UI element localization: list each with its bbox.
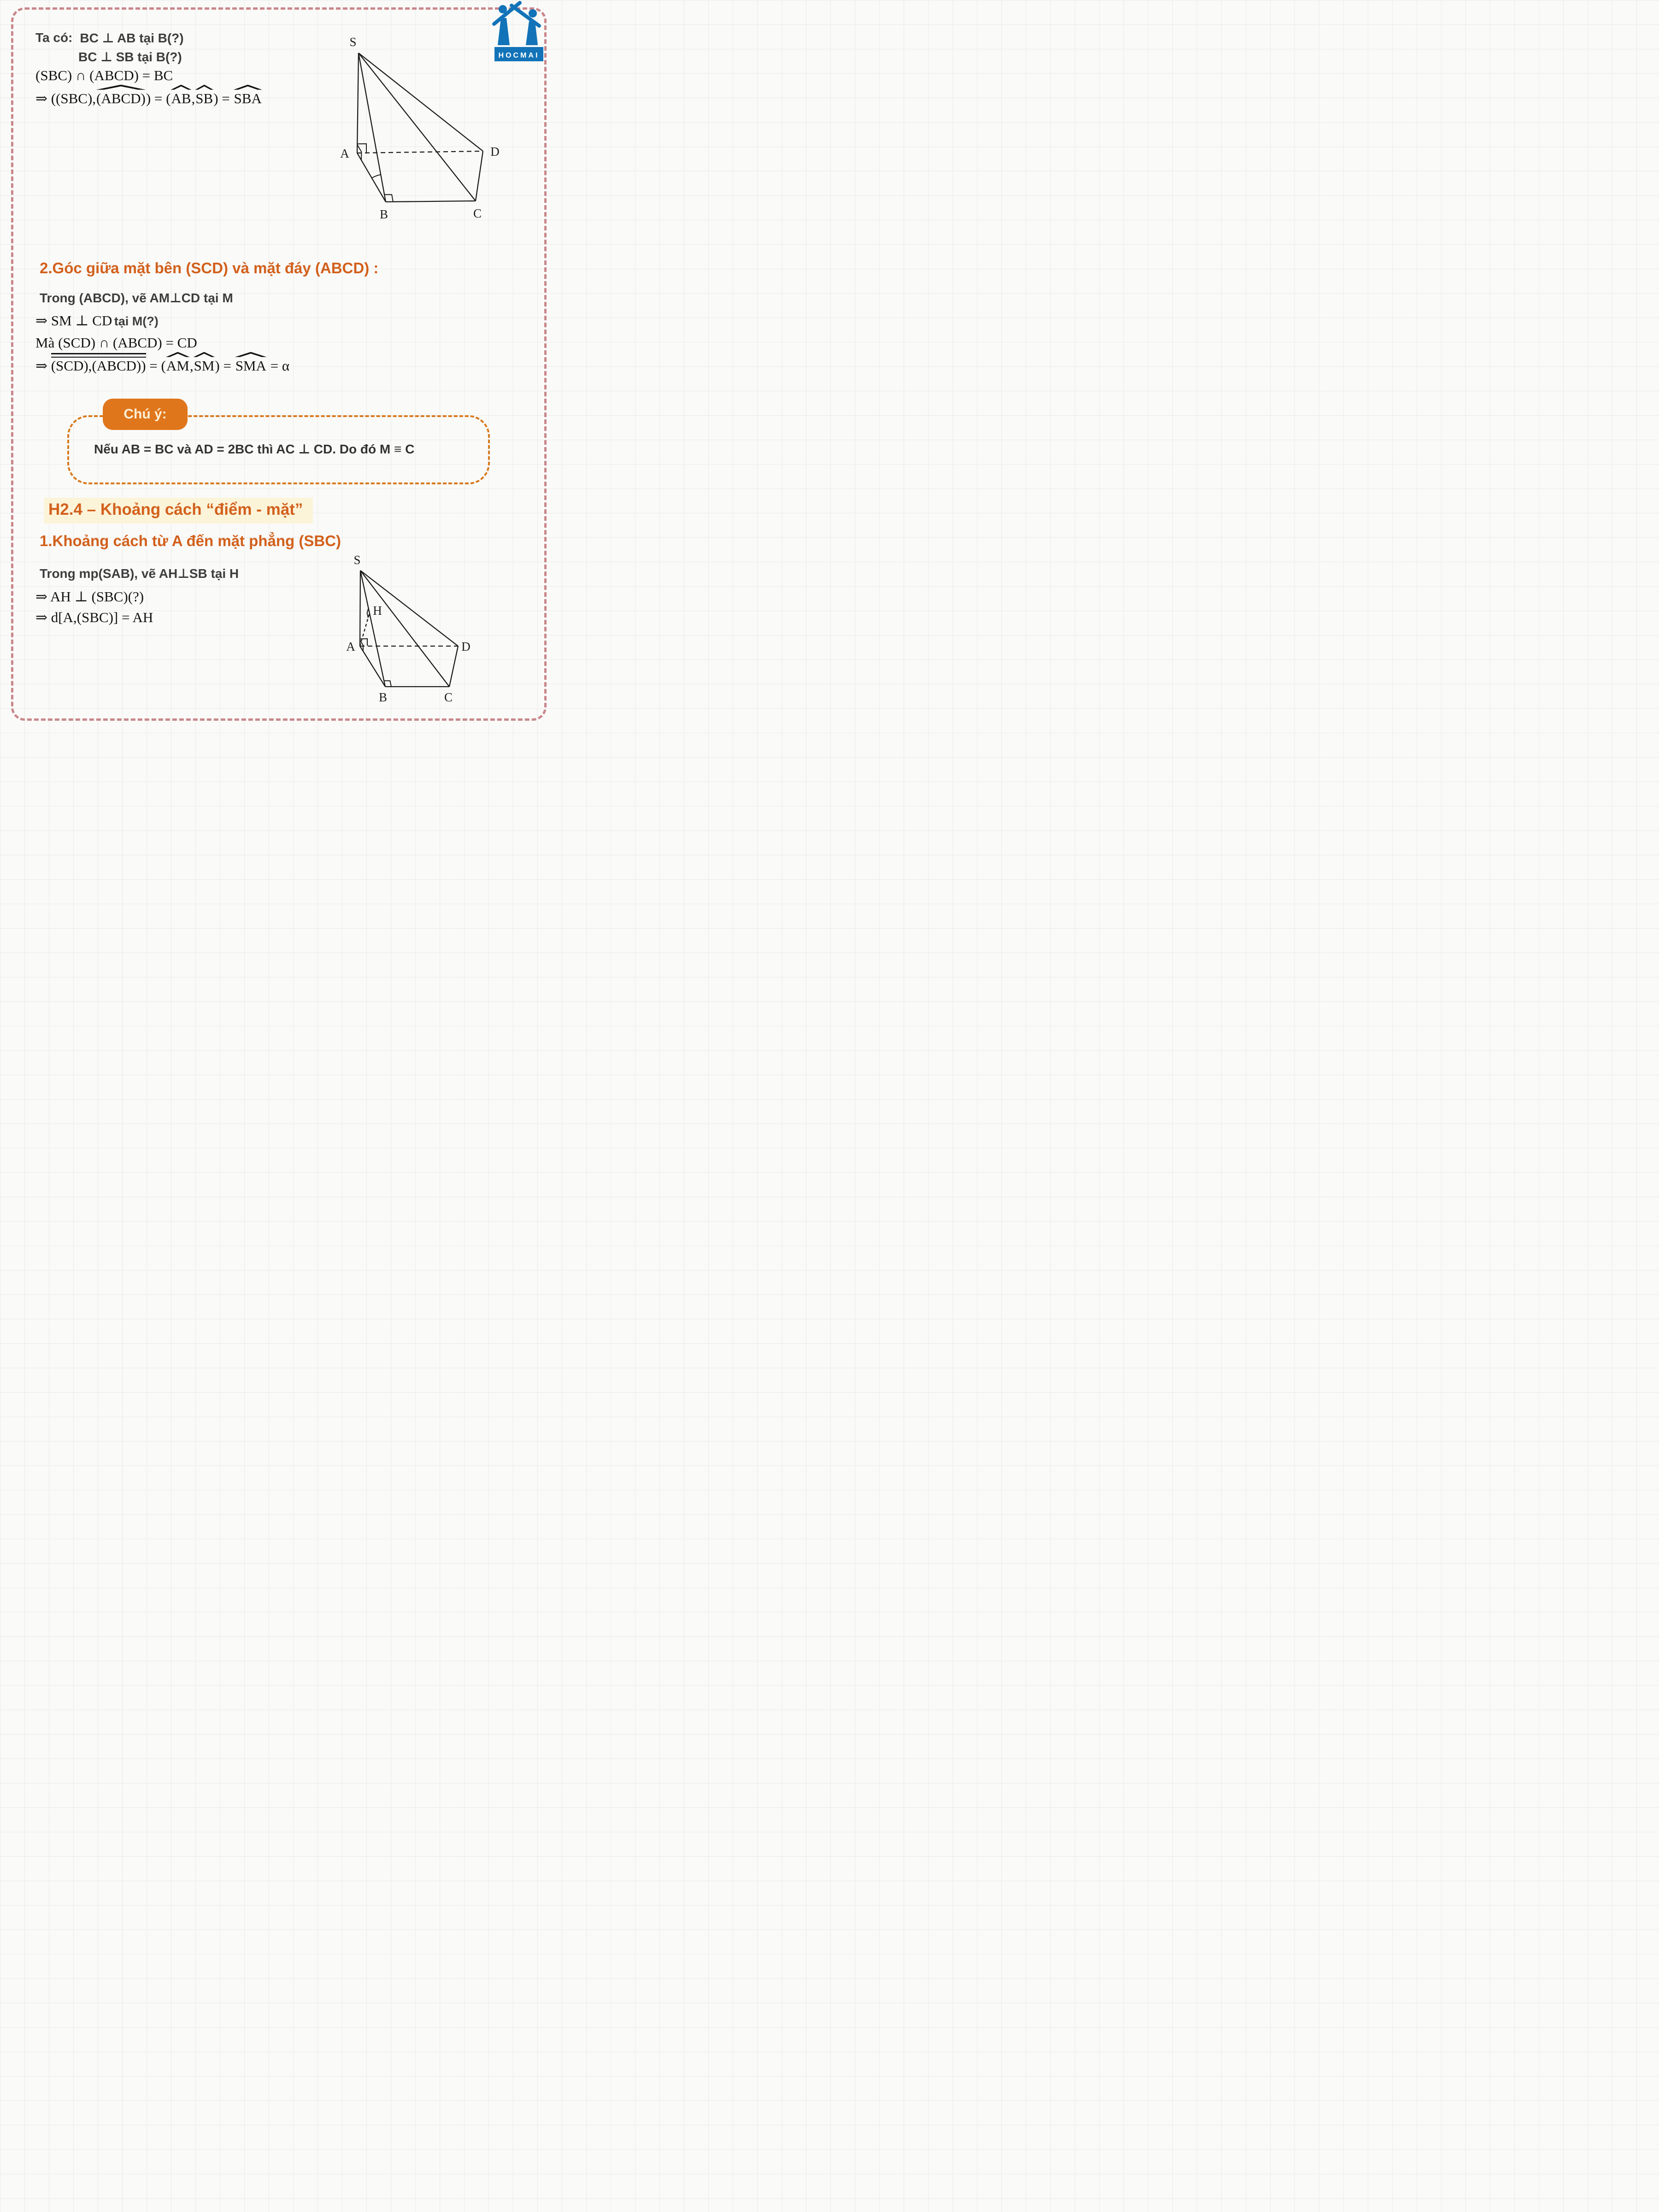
vertex-label-b: B (378, 690, 388, 704)
hat-sma: SMA (235, 358, 266, 374)
page-dashed-border (11, 7, 547, 721)
line4-end: ) = (215, 358, 235, 374)
hat-sm: SM (194, 358, 215, 374)
note-badge (103, 399, 188, 430)
section-2-line-3: Mà (SCD) ∩ (ABCD) = CD (35, 335, 197, 351)
section-h24-heading: H2.4 – Khoảng cách “điểm - mặt” (44, 498, 313, 524)
intersection-formula: (SBC) ∩ (ABCD) = BC (35, 67, 173, 83)
relation-bc-sb: BC ⊥ SB tại B(?) (78, 50, 182, 64)
vertex-label-s: S (353, 553, 361, 567)
overline-planes: (SCD),(ABCD)) (51, 358, 146, 374)
vertex-label-a: A (340, 147, 349, 160)
hat-ab: AB (171, 90, 191, 106)
hat-am: AM (166, 358, 189, 374)
logo-figures-icon (494, 3, 539, 45)
h24-line-1: Trong mp(SAB), vẽ AH⊥SB tại H (40, 566, 239, 581)
h24-line-3: ⇒ d[A,(SBC)] = AH (35, 609, 153, 625)
relation-bc-ab: BC ⊥ AB tại B(?) (80, 31, 184, 45)
section-2-line-2-sans: tại M(?) (114, 314, 159, 328)
lead-label: Ta có: (35, 30, 73, 45)
vertex-label-c: C (444, 690, 453, 704)
vertex-label-d: D (461, 640, 471, 653)
line4-alpha: = α (266, 358, 290, 374)
logo-text: HOCMAI (498, 52, 540, 59)
vertex-label-d: D (490, 145, 500, 159)
h24-line-2: ⇒ AH ⊥ (SBC)(?) (35, 588, 144, 605)
angle-formula-mid: ) = ( (146, 90, 171, 106)
note-badge-label: Chú ý: (124, 406, 167, 422)
line4-arrow: ⇒ (35, 358, 51, 374)
hat-sb: SB (195, 90, 213, 106)
section-2-line-2-math: ⇒ SM ⊥ CD (35, 312, 112, 329)
angle-formula-comma: , (191, 90, 195, 106)
sub1-heading: 1.Khoảng cách từ A đến mặt phẳng (SBC) (40, 532, 341, 549)
vertex-label-a: A (346, 640, 355, 653)
section-2-heading: 2.Góc giữa mặt bên (SCD) và mặt đáy (ABCD) : (40, 259, 379, 276)
vertex-label-h: H (373, 604, 382, 618)
angle-formula-pre: ⇒ ((SBC), (35, 90, 96, 106)
hocmai-logo (490, 1, 547, 63)
note-text: Nếu AB = BC và AD = 2BC thì AC ⊥ CD. Do đó M ≡ C (94, 442, 415, 456)
angle-formula-end: ) = (213, 90, 234, 106)
hat-sba: SBA (234, 90, 262, 106)
line4-mid: = ( (146, 358, 166, 374)
section-2-line-1: Trong (ABCD), vẽ AM⊥CD tại M (40, 291, 233, 305)
vertex-label-s: S (349, 35, 357, 49)
line4-comma: , (189, 358, 194, 374)
vertex-label-c: C (473, 206, 482, 220)
hat-abcd: (ABCD) (96, 90, 146, 106)
vertex-label-b: B (379, 207, 388, 221)
